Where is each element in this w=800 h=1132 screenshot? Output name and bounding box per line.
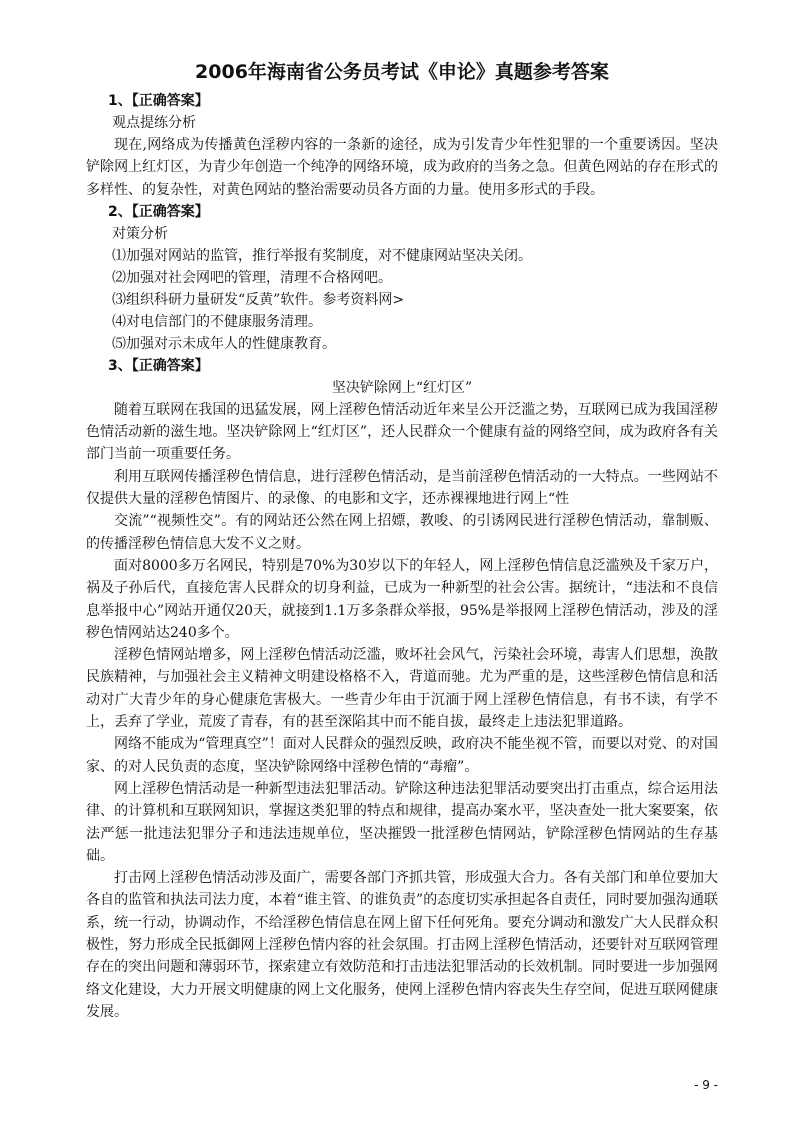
answer-heading: 3、【正确答案】 [108,357,209,374]
list-item: ⑸加强对示未成年人的性健康教育。 [112,335,336,352]
answer-heading: 2、【正确答案】 [108,203,209,220]
answer-section-3 [86,355,718,1023]
document-page [86,58,718,1023]
list-item: ⑵加强对社会网吧的管理，清理不合格网吧。 [112,269,392,286]
paragraph: 随着互联网在我国的迅猛发展，网上淫秽色情活动近年来呈公开泛滥之势，互联网已成为我国淫秽色情活动新的滋生地。坚决铲除网上“红灯区”，还人民群众一个健康有益的网络空间，成为政府各有关部门当前一项重要任务。 [86,401,718,463]
paragraph: 网络不能成为“管理真空”！面对人民群众的强烈反映，政府决不能坐视不管，而要以对党、的对国家、的对人民负责的态度，坚决铲除网络中淫秽色情的“毒瘤”。 [86,736,718,775]
essay-title: 坚决铲除网上“红灯区” [331,379,473,396]
paragraph: 打击网上淫秽色情活动涉及面广，需要各部门齐抓共管，形成强大合力。各有关部门和单位要加大各自的监管和执法司法力度，本着“谁主管、的谁负责”的态度切实承担起各自责任，同时要加强沟通联系，统一行动，协调动作，不给淫秽色情信息在网上留下任何死角。要充分调动和激发广大人民群众积极性，努力形成全民抵御网上淫秽色情内容的社会氛围。打击网上淫秽色情活动，还要针对互联网管理存在的突出问题和薄弱环节，探索建立有效防范和打击违法犯罪活动的长效机制。同时要进一步加强网络文化建设，大力开展文明健康的网上文化服务，使网上淫秽色情内容丧失生存空间，促进互联网健康发展。 [86,870,718,1020]
list-item: ⑴加强对网站的监管，推行举报有奖制度，对不健康网站坚决关闭。 [112,247,532,264]
paragraph: 现在,网络成为传播黄色淫秽内容的一条新的途径，成为引发青少年性犯罪的一个重要诱因。坚决铲除网上红灯区，为青少年创造一个纯净的网络环境，成为政府的当务之急。但黄色网站的存在形式的多样性、的复杂性，对黄色网站的整治需要动员各方面的力量。使用多形式的手段。 [86,137,718,198]
section-label: 对策分析 [112,225,168,242]
page-number: - 9 - [694,1078,718,1092]
section-label: 观点提练分析 [112,115,196,131]
paragraph: 淫秽色情网站增多，网上淫秽色情活动泛滥，败坏社会风气，污染社会环境，毒害人们思想，涣散民族精神，与加强社会主义精神文明建设格格不入，背道而驰。尤为严重的是，这些淫秽色情信息和活动对广大青少年的身心健康危害极大。一些青少年由于沉湎于网上淫秽色情信息，有书不读，有学不上，丢弃了学业，荒废了青春，有的甚至深陷其中而不能自拔，最终走上违法犯罪道路。 [86,647,718,731]
page-title: 2006年海南省公务员考试《申论》真题参考答案 [195,61,609,83]
list-item: ⑶组织科研力量研发“反黄”软件。参考资料网> [112,291,405,308]
answer-heading: 1、【正确答案】 [108,93,209,109]
answer-section-2 [86,201,718,355]
list-item: ⑷对电信部门的不健康服务清理。 [112,313,322,330]
paragraph: 面对8000多万名网民，特别是70%为30岁以下的年轻人，网上淫秽色情信息泛滥殃及千家万户，祸及子孙后代，直接危害人民群众的切身利益，已成为一种新型的社会公害。据统计，“违法和不良信息举报中心”网站开通仅20天，就接到1.1万多条群众举报，95%是举报网上淫秽色情活动，涉及的淫秽色情网站达240多个。 [86,557,718,641]
paragraph: 网上淫秽色情活动是一种新型违法犯罪活动。铲除这种违法犯罪活动要突出打击重点，综合运用法律、的计算机和互联网知识，掌握这类犯罪的特点和规律，提高办案水平，坚决查处一批大案要案，依法严惩一批违法犯罪分子和违法违规单位，坚决摧毁一批淫秽色情网站，铲除淫秽色情网站的生存基础。 [86,780,718,864]
paragraph: 利用互联网传播淫秽色情信息，进行淫秽色情活动，是当前淫秽色情活动的一大特点。一些网站不仅提供大量的淫秽色情图片、的录像、的电影和文字，还赤裸裸地进行网上“性 [86,468,718,508]
answer-section-1 [86,90,718,201]
paragraph: 交流”“视频性交”。有的网站还公然在网上招嫖，教唆、的引诱网民进行淫秽色情活动，靠制贩、的传播淫秽色情信息大发不义之财。 [86,513,718,552]
